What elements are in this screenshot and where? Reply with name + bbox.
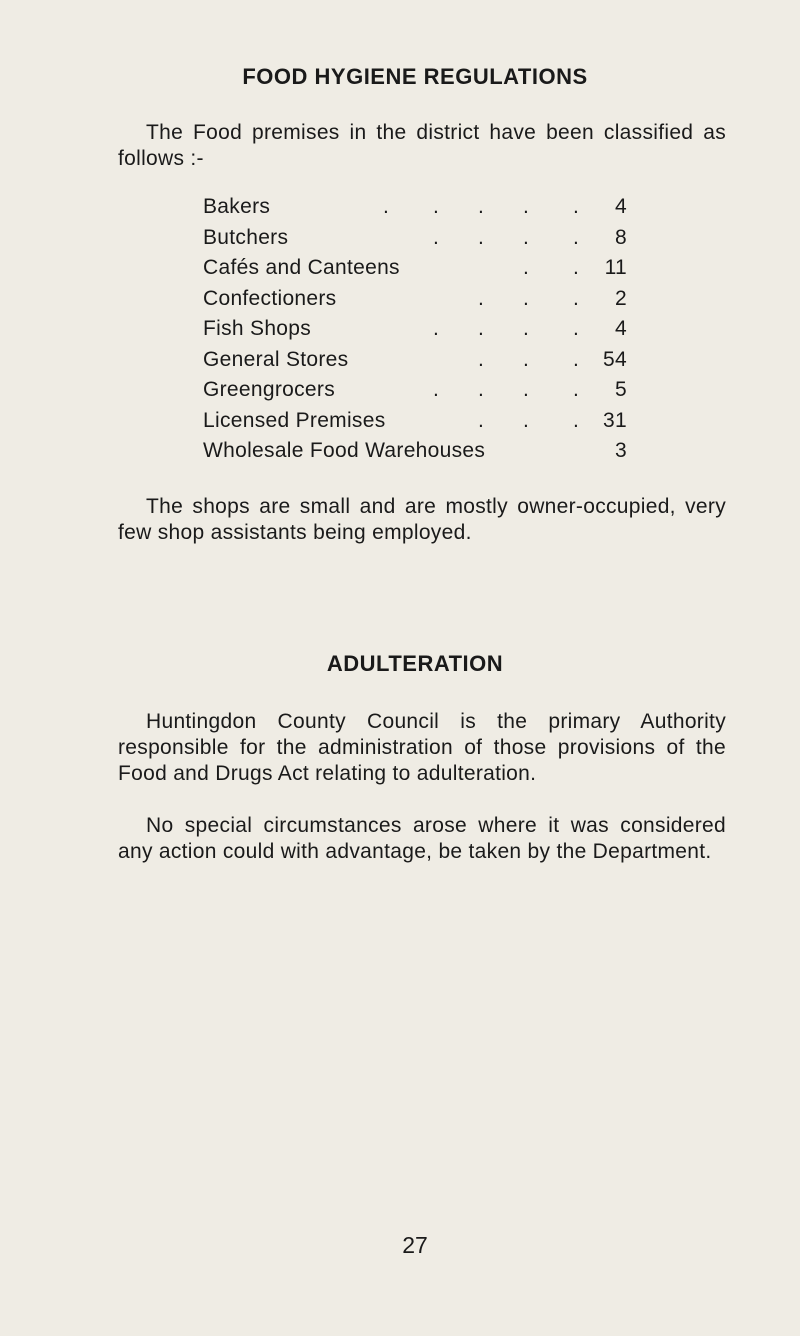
leader-dot: .: [523, 347, 530, 371]
leader-dot: .: [573, 408, 580, 432]
premises-category: Greengrocers: [203, 378, 335, 401]
premises-row: [203, 194, 627, 225]
leader-dot: .: [478, 378, 485, 401]
leader-dot: .: [478, 347, 485, 371]
intro-paragraph: The Food premises in the district have been classified as follows :-: [118, 121, 726, 170]
premises-category: Confectioners: [203, 286, 337, 310]
premises-count: 8: [615, 225, 627, 249]
premises-count: 3: [615, 439, 627, 462]
leader-dot: .: [433, 317, 440, 340]
premises-count: 4: [615, 195, 627, 218]
premises-category: Bakers: [203, 195, 271, 218]
leader-dot: .: [478, 317, 485, 340]
leader-dot: .: [433, 195, 440, 218]
leader-dot: .: [523, 195, 530, 218]
adulteration-paragraph-1: Huntingdon County Council is the primary Authority responsible for the administration of those provisions of the Food and Drugs Act relating to adulteration.: [118, 710, 726, 785]
premises-table: [203, 194, 627, 469]
premises-row: [203, 408, 627, 439]
premises-count: 4: [615, 317, 627, 340]
premises-count: 54: [603, 347, 627, 371]
leader-dot: .: [478, 408, 485, 432]
page-number: 27: [402, 1232, 428, 1258]
premises-count: 31: [603, 408, 627, 432]
premises-category: Licensed Premises: [203, 408, 386, 432]
leader-dot: .: [573, 378, 580, 401]
leader-dot: .: [523, 408, 530, 432]
leader-dot: .: [523, 286, 530, 310]
premises-category: Fish Shops: [203, 317, 312, 340]
premises-row: [203, 438, 627, 469]
leader-dot: .: [383, 195, 390, 218]
premises-row: [203, 316, 627, 347]
leader-dot: .: [573, 317, 580, 340]
premises-category: Cafés and Canteens: [203, 256, 400, 279]
leader-dot: .: [478, 195, 485, 218]
closing-paragraph: The shops are small and are mostly owner-occupied, very few shop assistants being employed.: [118, 495, 726, 544]
premises-count: 2: [615, 286, 627, 310]
leader-dot: .: [573, 256, 580, 279]
section-heading-adulteration: ADULTERATION: [326, 651, 504, 676]
premises-row: [203, 286, 627, 317]
leader-dot: .: [523, 317, 530, 340]
premises-category: Butchers: [203, 225, 289, 249]
leader-dot: .: [433, 378, 440, 401]
leader-dot: .: [478, 286, 485, 310]
leader-dot: .: [433, 225, 440, 249]
leader-dot: .: [573, 225, 580, 249]
premises-category: General Stores: [203, 347, 349, 371]
leader-dot: .: [573, 286, 580, 310]
leader-dot: .: [573, 195, 580, 218]
premises-count: 5: [615, 378, 627, 401]
leader-dot: .: [573, 347, 580, 371]
adulteration-paragraph-2: No special circumstances arose where it was considered any action could with advantage, be taken by the Department.: [118, 814, 726, 863]
premises-row: [203, 225, 627, 256]
leader-dot: .: [523, 378, 530, 401]
premises-row: [203, 255, 627, 286]
premises-row: [203, 377, 627, 408]
premises-count: 11: [604, 256, 627, 279]
premises-row: [203, 347, 627, 378]
leader-dot: .: [523, 256, 530, 279]
leader-dot: .: [478, 225, 485, 249]
leader-dot: .: [523, 225, 530, 249]
section-heading-food-hygiene: FOOD HYGIENE REGULATIONS: [242, 64, 588, 89]
premises-category: Wholesale Food Warehouses: [203, 439, 486, 462]
